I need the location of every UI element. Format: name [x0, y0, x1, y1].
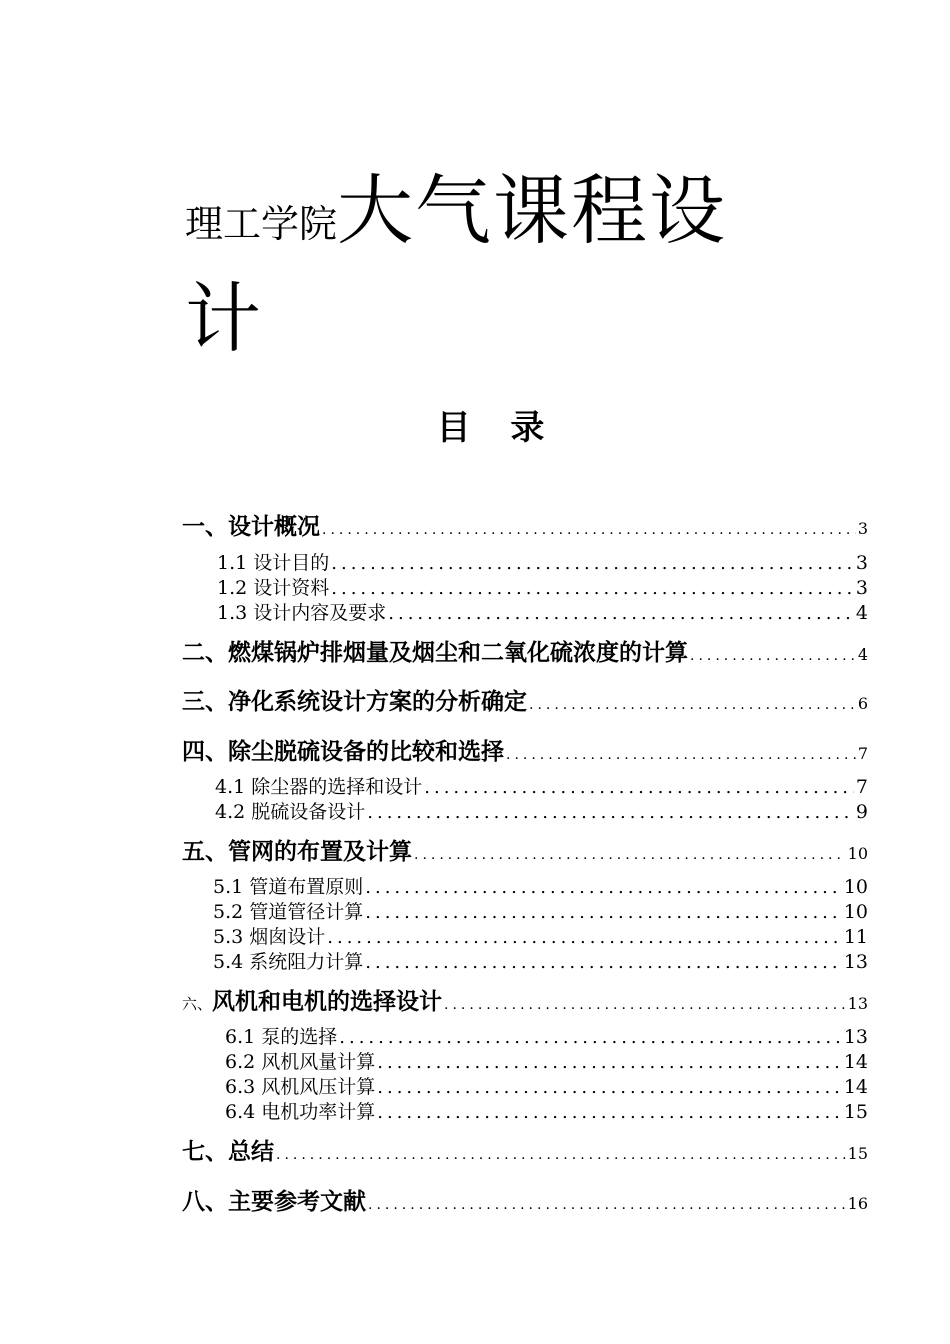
toc-entry-page: 10 — [843, 876, 868, 898]
toc-entry-page: 13 — [843, 951, 868, 973]
toc-entry[interactable] — [213, 897, 868, 924]
toc-leader — [377, 1102, 842, 1123]
toc-entry[interactable] — [182, 683, 868, 716]
toc-entry-label: 4.1 除尘器的选择和设计 — [215, 776, 423, 798]
toc-entry-label — [182, 983, 442, 1016]
toc-leader — [365, 952, 842, 973]
toc-entry[interactable] — [217, 573, 868, 600]
toc-entry[interactable] — [182, 733, 868, 766]
toc-entry[interactable] — [217, 598, 868, 625]
toc-entry-page: 7 — [857, 744, 868, 763]
toc-entry[interactable] — [213, 922, 868, 949]
title-prefix: 理工学院 — [185, 202, 338, 246]
toc-entry-page: 9 — [855, 801, 868, 823]
toc-leader — [365, 877, 842, 898]
toc-entry-page: 11 — [843, 926, 868, 948]
toc-entry[interactable] — [182, 833, 868, 866]
toc-entry[interactable] — [213, 872, 868, 899]
toc-leader — [377, 1052, 842, 1073]
toc-entry-label: 5.2 管道管径计算 — [213, 901, 364, 923]
toc-entry-page: 4 — [855, 602, 868, 624]
toc-entry[interactable] — [215, 772, 868, 799]
toc-entry[interactable] — [182, 1183, 868, 1216]
toc-entry-label: 5.3 烟囱设计 — [213, 926, 326, 948]
toc-entry-page: 3 — [855, 577, 868, 599]
toc-entry-label: 4.2 脱硫设备设计 — [215, 801, 366, 823]
toc-entry-label: 八、主要参考文献 — [182, 1189, 366, 1215]
toc-leader — [424, 777, 854, 798]
toc-leader — [331, 553, 854, 574]
toc-entry[interactable] — [225, 1072, 868, 1099]
toc-entry-label: 1.3 设计内容及要求 — [217, 602, 387, 624]
toc-leader — [322, 522, 856, 538]
toc-entry-label: 6.2 风机风量计算 — [225, 1051, 376, 1073]
toc-entry-label: 6.1 泵的选择 — [225, 1026, 338, 1048]
toc-leader — [367, 802, 854, 823]
toc-leader — [339, 1027, 842, 1048]
toc-entry-page: 10 — [843, 901, 868, 923]
toc-entry[interactable] — [182, 508, 868, 541]
toc-leader — [414, 847, 846, 863]
toc-entry[interactable] — [217, 548, 868, 575]
toc-heading: 目 录 — [436, 408, 559, 448]
toc-entry-label: 四、除尘脱硫设备的比较和选择 — [182, 739, 504, 765]
toc-entry[interactable] — [182, 1133, 868, 1166]
toc-entry-page: 13 — [843, 1026, 868, 1048]
toc-entry-page: 3 — [855, 552, 868, 574]
toc-entry-page: 15 — [847, 1144, 868, 1163]
toc-entry-label: 6.3 风机风压计算 — [225, 1076, 376, 1098]
toc-entry[interactable] — [225, 1097, 868, 1124]
toc-leader — [506, 747, 856, 763]
toc-leader — [377, 1077, 842, 1098]
toc-entry-label: 二、燃煤锅炉排烟量及烟尘和二氧化硫浓度的计算 — [182, 640, 688, 666]
toc-leader — [388, 603, 854, 624]
toc-leader — [368, 1197, 846, 1213]
toc-entry-label: 一、设计概况 — [182, 514, 320, 540]
toc-leader — [690, 648, 856, 664]
toc-leader — [327, 927, 842, 948]
title-tail: 计 — [185, 274, 261, 363]
toc-entry-label: 6.4 电机功率计算 — [225, 1101, 376, 1123]
toc-entry-page: 10 — [847, 844, 868, 863]
toc-entry-label: 七、总结 — [182, 1139, 274, 1165]
toc-entry-text: 风机和电机的选择设计 — [212, 989, 443, 1015]
toc-entry-label: 1.1 设计目的 — [217, 552, 330, 574]
toc-leader — [529, 697, 856, 713]
toc-entry[interactable] — [213, 947, 868, 974]
toc-entry[interactable] — [182, 634, 868, 667]
toc-entry-page: 14 — [843, 1076, 868, 1098]
toc-entry-page: 13 — [847, 994, 868, 1013]
toc-entry-label: 五、管网的布置及计算 — [182, 839, 412, 865]
toc-entry-page: 15 — [843, 1101, 868, 1123]
toc-leader — [365, 902, 842, 923]
toc-leader — [276, 1147, 846, 1163]
toc-entry[interactable] — [225, 1022, 868, 1049]
toc-entry-label: 三、净化系统设计方案的分析确定 — [182, 689, 527, 715]
toc-leader — [444, 997, 846, 1013]
toc-entry-page: 7 — [855, 776, 868, 798]
title-main: 大气课程设 — [337, 166, 728, 255]
toc-entry-page: 6 — [857, 694, 868, 713]
toc-entry-label: 1.2 设计资料 — [217, 577, 330, 599]
toc-entry-page: 14 — [843, 1051, 868, 1073]
toc-entry[interactable] — [182, 983, 868, 1016]
toc-entry[interactable] — [215, 797, 868, 824]
toc-entry-label: 5.1 管道布置原则 — [213, 876, 364, 898]
toc-entry[interactable] — [225, 1047, 868, 1074]
toc-entry-page: 3 — [857, 519, 868, 538]
toc-leader — [331, 578, 854, 599]
toc-entry-label: 5.4 系统阻力计算 — [213, 951, 364, 973]
toc-entry-page: 16 — [847, 1194, 868, 1213]
toc-entry-page: 4 — [857, 645, 868, 664]
toc-entry-number: 六、 — [182, 995, 213, 1013]
